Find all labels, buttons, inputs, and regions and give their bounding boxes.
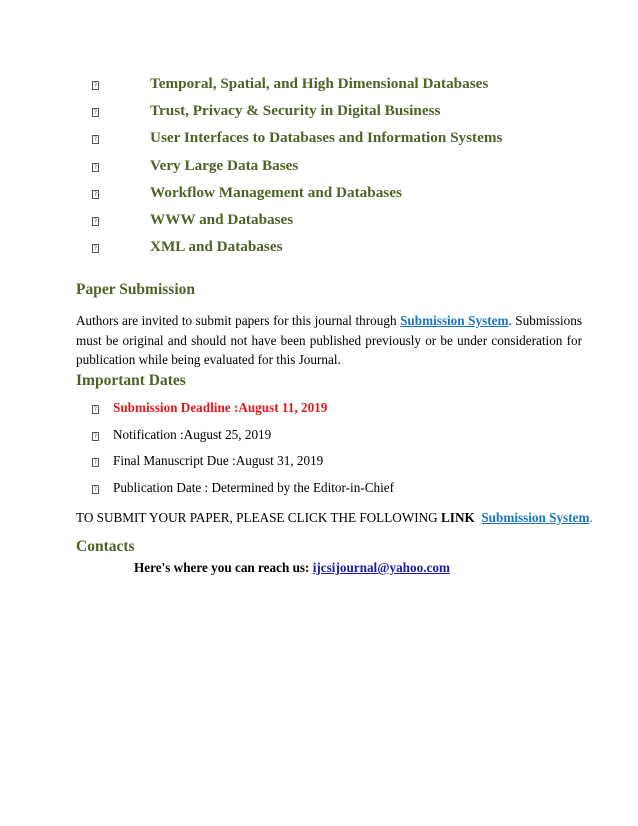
bullet-icon: ?: [93, 163, 98, 171]
bullet-icon: ?: [93, 406, 98, 413]
contact-prefix: Here's where you can reach us:: [134, 560, 313, 575]
submission-system-link[interactable]: Submission System: [400, 313, 509, 328]
topic-label: Trust, Privacy & Security in Digital Business: [150, 102, 441, 120]
topic-label: Temporal, Spatial, and High Dimensional Databases: [150, 75, 489, 92]
topic-item: [0, 235, 638, 262]
bullet-icon: ?: [93, 485, 98, 493]
date-item: [0, 480, 638, 507]
bullet-icon: ?: [93, 245, 98, 253]
topic-item: [0, 181, 638, 208]
date-item: [0, 453, 638, 480]
final-manuscript-date: Final Manuscript Due :August 31, 2019: [113, 453, 324, 468]
submit-link-word: LINK: [441, 510, 475, 525]
date-item: [0, 427, 638, 454]
topic-label: User Interfaces to Databases and Information Systems: [150, 129, 503, 147]
submission-deadline: Submission Deadline :August 11, 2019: [113, 400, 328, 415]
topic-list: [0, 72, 638, 262]
important-dates-list: [0, 400, 638, 506]
submit-prefix: TO SUBMIT YOUR PAPER, PLEASE CLICK THE FOLLOWING: [76, 510, 442, 525]
bullet-icon: ?: [93, 432, 98, 440]
topic-item: [0, 154, 638, 181]
notification-date: Notification :August 25, 2019: [113, 426, 272, 442]
topic-item: [0, 208, 638, 235]
topic-item: [0, 126, 638, 153]
bullet-icon: ?: [93, 217, 98, 225]
topic-item: [0, 99, 638, 126]
submission-text-after: . Submissions must be original and should not have been published previously or be under consideration for publication while being evaluated for this Journal.: [76, 313, 582, 367]
bullet-icon: ?: [93, 190, 98, 198]
submission-system-link-2[interactable]: Submission System: [481, 510, 590, 525]
submit-instruction: [76, 510, 593, 526]
topic-label: Workflow Management and Databases: [150, 183, 402, 201]
contacts-heading: Contacts: [76, 538, 135, 555]
date-item: [0, 400, 638, 427]
publication-date: Publication Date : Determined by the Editor-in-Chief: [113, 479, 394, 495]
submission-text-before: Authors are invited to submit papers for this journal through: [76, 313, 401, 328]
submit-suffix: .: [589, 510, 593, 525]
topic-label: WWW and Databases: [150, 210, 294, 228]
bullet-icon: ?: [93, 109, 98, 117]
topic-label: Very Large Data Bases: [150, 156, 299, 174]
topic-label: XML and Databases: [150, 238, 283, 256]
email-link[interactable]: ijcsijournal@yahoo.com: [312, 560, 450, 575]
topic-item: [0, 72, 638, 99]
bullet-icon: ?: [93, 136, 98, 144]
contact-line: [134, 560, 450, 576]
paper-submission-heading: Paper Submission: [76, 281, 196, 298]
submission-paragraph: [76, 311, 582, 370]
important-dates-heading: Important Dates: [76, 372, 186, 389]
bullet-icon: ?: [93, 459, 98, 466]
bullet-icon: ?: [93, 82, 98, 89]
